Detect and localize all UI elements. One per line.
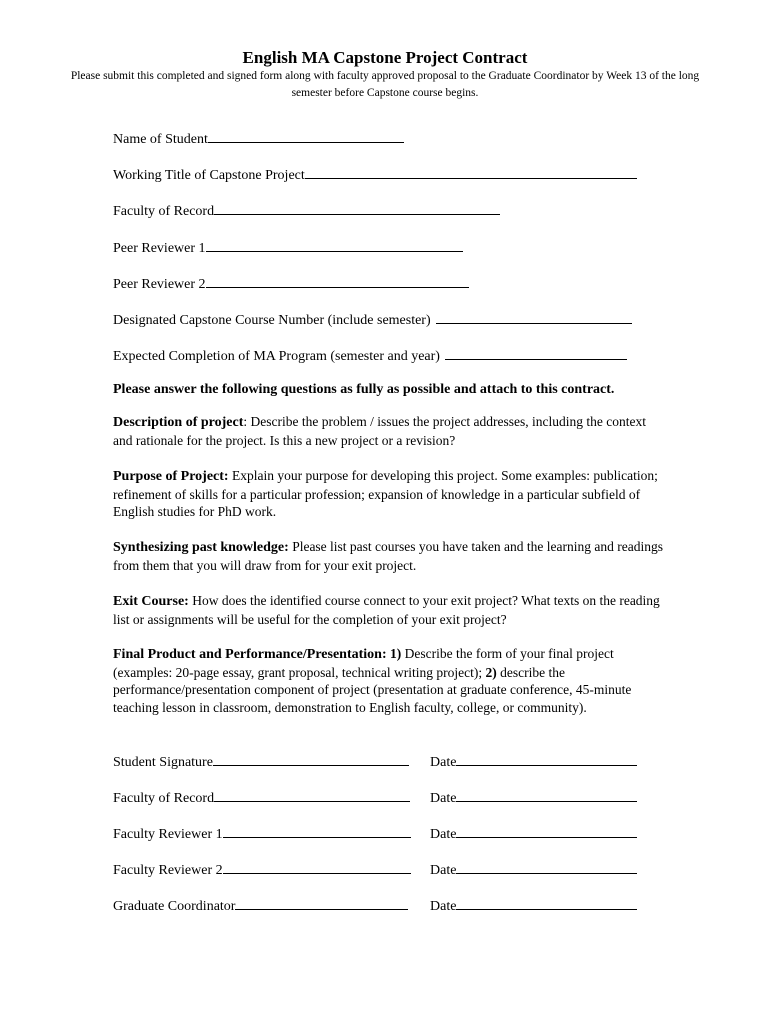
question-body: Explain your purpose for developing this project. Some examples: publication; refinement of skills for a particular profession; expansion of knowledge in a particular subfield of English studies for PhD work. (113, 468, 658, 519)
date-label: Date (430, 899, 457, 914)
field-peer-reviewer-1 (113, 238, 463, 258)
field-label: Faculty of Record (113, 204, 215, 219)
date-label: Date (430, 863, 457, 878)
blank-line[interactable] (436, 310, 632, 324)
page-subtitle: Please submit this completed and signed form along with faculty approved proposal to the Graduate Coordinator by Week 13 of the long semester before Capstone course begins. (70, 70, 700, 99)
question-body: Please list past courses you have taken and the learning and readings from them that you will draw from for your exit project. (113, 539, 663, 573)
date-label: Date (430, 791, 457, 806)
field-course-number (113, 310, 632, 330)
question-body-part-2: describe the performance/presentation component of project (presentation at graduate conference, 45-minute teaching lesson in classroom, demonstration to English faculty, college, or community). (113, 664, 632, 715)
field-label: Peer Reviewer 1 (113, 241, 206, 256)
question-heading: Description of project (113, 415, 244, 430)
question-body: How does the identified course connect to your exit project? What texts on the reading list or assignments will be useful for the completion of your exit project? (113, 593, 660, 627)
question-synthesizing (113, 538, 663, 574)
signature-label: Faculty Reviewer 2 (113, 863, 223, 878)
instruction-text: Please answer the following questions as fully as possible and attach to this contract. (113, 382, 615, 397)
question-heading: Synthesizing past knowledge: (113, 540, 289, 555)
field-label: Peer Reviewer 2 (113, 277, 206, 292)
blank-line[interactable] (445, 346, 627, 360)
date-line[interactable] (456, 824, 637, 838)
question-heading: Exit Course: (113, 594, 189, 609)
field-peer-reviewer-2 (113, 274, 469, 294)
question-heading: Final Product and Performance/Presentation: (113, 647, 387, 662)
date-line[interactable] (456, 752, 637, 766)
signature-label: Faculty Reviewer 1 (113, 827, 223, 842)
signature-line[interactable] (223, 824, 411, 838)
signature-label: Graduate Coordinator (113, 899, 236, 914)
date-line[interactable] (456, 896, 637, 910)
question-final-product (113, 645, 663, 716)
blank-line[interactable] (208, 129, 404, 143)
signature-label: Student Signature (113, 755, 213, 770)
date-line[interactable] (456, 788, 637, 802)
item-number-2: 2) (482, 664, 497, 680)
field-label: Name of Student (113, 132, 208, 147)
field-faculty-of-record (113, 201, 500, 221)
signature-line[interactable] (213, 752, 409, 766)
signature-line[interactable] (223, 860, 411, 874)
signature-line[interactable] (235, 896, 408, 910)
blank-line[interactable] (206, 238, 463, 252)
date-line[interactable] (456, 860, 637, 874)
signature-label: Faculty of Record (113, 791, 215, 806)
blank-line[interactable] (214, 201, 500, 215)
question-purpose (113, 467, 663, 521)
field-expected-completion (113, 346, 627, 366)
question-body-part-1: Describe the form of your final project (examples: 20-page essay, grant proposal, technical writing project); (113, 646, 614, 680)
field-label: Designated Capstone Course Number (include semester) (113, 313, 431, 328)
question-heading: Purpose of Project: (113, 469, 229, 484)
question-body: : Describe the problem / issues the project addresses, including the context and rationale for the project. Is this a new project or a revision? (113, 414, 647, 448)
field-name-of-student (113, 129, 404, 149)
item-number-1: 1) (386, 646, 402, 661)
blank-line[interactable] (206, 274, 469, 288)
question-description (113, 413, 663, 449)
page-title: English MA Capstone Project Contract (242, 48, 528, 67)
date-label: Date (430, 827, 457, 842)
field-label: Expected Completion of MA Program (semester and year) (113, 349, 440, 364)
date-label: Date (430, 755, 457, 770)
field-working-title (113, 165, 637, 185)
field-label: Working Title of Capstone Project (113, 168, 305, 183)
question-exit-course (113, 592, 663, 628)
blank-line[interactable] (305, 165, 637, 179)
signature-line[interactable] (214, 788, 410, 802)
